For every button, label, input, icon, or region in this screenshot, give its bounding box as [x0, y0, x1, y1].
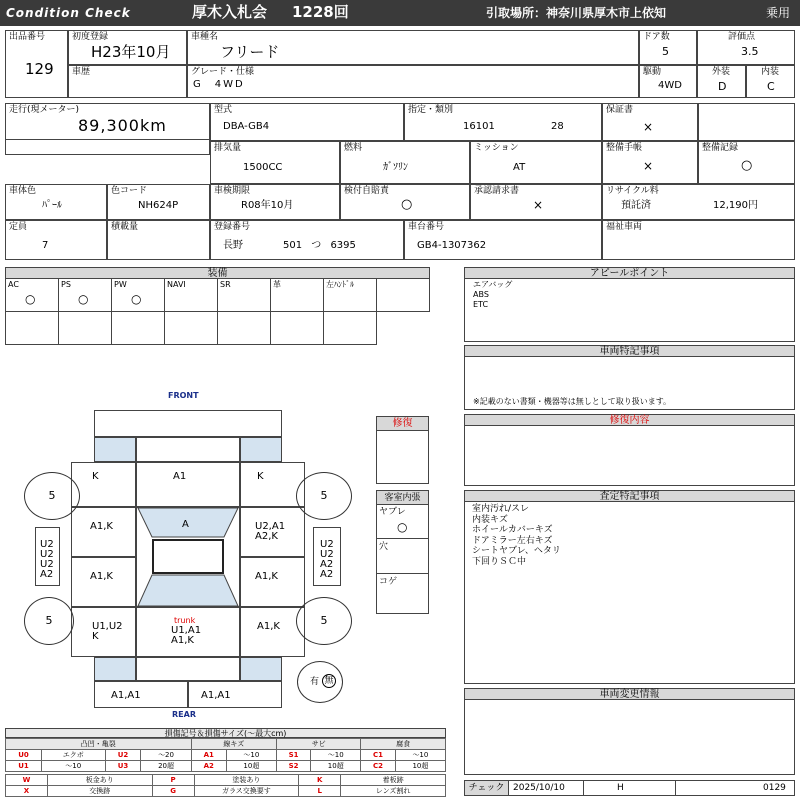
left-side-code: A2 — [40, 569, 54, 580]
mission-label: ミッション — [474, 143, 519, 153]
inspection-note-item: 下回りＳＣ中 — [472, 556, 527, 567]
right-front-door — [240, 507, 305, 557]
legend-desc: 着板跡 — [341, 775, 446, 786]
inspection-notes-title: 査定特記事項 — [464, 490, 795, 502]
left-quarter — [71, 607, 136, 657]
left-side-code: U2 — [40, 549, 54, 560]
warranty-value: × — [643, 120, 654, 134]
interior-box — [376, 490, 429, 614]
front-right-light — [240, 437, 282, 462]
left-rear-door — [71, 557, 136, 607]
inspection-notes-list — [472, 504, 561, 567]
legend-desc: 10超 — [395, 761, 445, 772]
change-info-title: 車両変更情報 — [464, 688, 795, 700]
legend-code: W — [6, 775, 48, 786]
color-value: ﾊﾟｰﾙ — [42, 200, 62, 211]
legend-desc: 10超 — [226, 761, 276, 772]
left-quarter-code-2: K — [92, 631, 99, 642]
legend-code: U1 — [6, 761, 42, 772]
equipment-value: ○ — [131, 292, 142, 306]
model-label: 型式 — [214, 105, 233, 115]
legend-table-2 — [5, 774, 446, 797]
request-value: × — [533, 198, 544, 212]
right-side-codes — [320, 540, 334, 580]
color-code-cell — [107, 184, 210, 220]
interior-grade: C — [767, 80, 775, 93]
hood-code: A1 — [173, 471, 187, 482]
equipment-label: PW — [114, 280, 127, 289]
inspection-note-item: 内装キズ — [472, 514, 508, 525]
change-info-box — [464, 699, 795, 775]
score-label: 評価点 — [728, 32, 756, 42]
legend-desc: エクボ — [41, 750, 105, 761]
interior-item-tear: ヤブレ — [379, 507, 406, 517]
legend-desc: 塗装あり — [194, 775, 299, 786]
equipment-item — [270, 278, 324, 312]
equipment-label: AC — [8, 280, 19, 289]
front-left-fender — [71, 462, 136, 507]
check-divider — [583, 781, 584, 795]
header-bar — [0, 0, 800, 26]
record-value: ○ — [741, 158, 753, 173]
right-quarter — [240, 607, 305, 657]
drive-cell — [639, 65, 697, 98]
interior-divider-1 — [377, 538, 428, 539]
left-side-codes — [40, 540, 54, 580]
color-cell — [5, 184, 107, 220]
equipment-label: NAVI — [167, 280, 186, 289]
legend-code: P — [152, 775, 194, 786]
car-name-label: 車種名 — [191, 32, 219, 42]
drive-label: 駆動 — [643, 67, 662, 77]
legend-group-scratch: 線キズ — [191, 739, 276, 750]
interior-item-hole: 穴 — [379, 542, 389, 552]
right-rear-door-code: A1,K — [255, 571, 278, 582]
warranty-label: 保証書 — [606, 105, 634, 115]
record-label: 整備記録 — [702, 143, 739, 153]
repair-content-title: 修復内容 — [464, 414, 795, 426]
inspection-value: R08年10月 — [241, 200, 294, 211]
history-label: 車歴 — [72, 67, 91, 77]
equipment-label: 左ﾊﾝﾄﾞﾙ — [326, 280, 354, 289]
legend-code: U2 — [105, 750, 141, 761]
equipment-value: ○ — [78, 292, 89, 306]
type-number: 16101 — [463, 121, 495, 132]
front-bumper — [136, 437, 240, 462]
lot-label: 出品番号 — [9, 32, 46, 42]
front-left-fender-code: K — [92, 471, 99, 482]
trunk-code-1: U1,A1 — [171, 625, 202, 636]
class-number: 28 — [551, 121, 564, 132]
legend-desc: 交換跡 — [47, 786, 152, 797]
inspection-note-item: ホイールカバーキズ — [472, 525, 553, 535]
model-cell — [210, 103, 404, 141]
check-divider-2 — [675, 781, 676, 795]
legend-code: G — [152, 786, 194, 797]
displacement-label: 排気量 — [214, 143, 242, 153]
color-code-value: NH624P — [138, 200, 179, 211]
type-label: 指定・類別 — [408, 105, 454, 115]
equipment-label: PS — [61, 280, 71, 289]
repair-content-box — [464, 425, 795, 486]
rear-bumper-left — [94, 681, 188, 708]
rear-right-light — [240, 657, 282, 681]
exterior-label: 外装 — [712, 67, 731, 77]
left-side-panel — [35, 527, 60, 586]
mileage-value: 89,300km — [78, 116, 167, 135]
right-side-code: A2 — [320, 559, 334, 570]
legend-code: A1 — [191, 750, 226, 761]
legend-desc: 〜20 — [141, 750, 191, 761]
fuel-value: ｶﾞｿﾘﾝ — [383, 162, 408, 173]
interior-box-title: 客室内張 — [377, 491, 428, 505]
equipment-item — [217, 278, 271, 312]
mission-value: AT — [513, 162, 526, 173]
auction-name: 厚木入札会 — [192, 3, 268, 21]
equipment-item — [323, 278, 377, 312]
chassis-label: 車台番号 — [408, 222, 445, 232]
load-cell — [107, 220, 210, 260]
interior-tear-mark: ○ — [397, 520, 408, 534]
legend-desc: 20超 — [141, 761, 191, 772]
mission-cell — [470, 141, 602, 184]
chassis-cell — [404, 220, 602, 260]
windshield-code: A — [182, 519, 189, 530]
wheel-rear-left: 5 — [24, 597, 74, 645]
trunk-area — [136, 607, 240, 657]
front-right-fender — [240, 462, 305, 507]
wheel-front-right: 5 — [296, 472, 352, 520]
manual-value: × — [643, 159, 654, 173]
inspection-notes-box — [464, 501, 795, 684]
left-front-door-code: A1,K — [90, 521, 113, 532]
check-date: 2025/10/10 — [513, 783, 565, 793]
insurance-label: 検付自賠責 — [344, 186, 390, 196]
legend-desc: 板金あり — [47, 775, 152, 786]
score-cell — [697, 30, 795, 65]
equipment-label: SR — [220, 280, 231, 289]
load-label: 積載量 — [111, 222, 139, 232]
trunk-label: trunk — [174, 616, 196, 625]
equipment-item — [5, 278, 59, 312]
roof-panel — [153, 540, 223, 573]
mileage-cell — [5, 103, 210, 155]
inspection-note-item: ドアミラー左右キズ — [472, 535, 553, 546]
check-code: H — [617, 783, 624, 793]
rear-bumper-right-code: A1,A1 — [201, 690, 231, 701]
equipment-blank-cell — [270, 311, 324, 345]
equipment-title: 装備 — [5, 267, 430, 279]
car-name-cell — [187, 30, 639, 65]
warranty-blank-cell — [698, 103, 795, 141]
grade-label: グレード・仕様 — [191, 67, 255, 77]
lot-cell — [5, 30, 68, 98]
equipment-blank-cell — [58, 311, 112, 345]
exterior-grade: D — [718, 80, 727, 93]
legend-desc: 〜10 — [226, 750, 276, 761]
legend-code: L — [299, 786, 341, 797]
legend-desc: ガラス交換要す — [194, 786, 299, 797]
repair-box-title: 修復 — [377, 417, 428, 431]
interior-item-burn: コゲ — [379, 577, 398, 587]
right-front-door-code-1: U2,A1 — [255, 521, 286, 532]
welfare-label: 福祉車両 — [606, 222, 643, 232]
equipment-grid — [5, 278, 430, 346]
front-right-fender-code: K — [257, 471, 264, 482]
legend-table — [5, 738, 446, 772]
equipment-blank-cell — [217, 311, 271, 345]
interior-cell — [746, 65, 795, 98]
first-reg-cell — [68, 30, 187, 65]
legend-code: K — [299, 775, 341, 786]
doors-label: ドア数 — [643, 32, 670, 42]
warranty-cell — [602, 103, 698, 141]
wheel-rear-right: 5 — [296, 597, 352, 645]
lot-number: 129 — [25, 60, 54, 78]
rear-left-light — [94, 657, 136, 681]
right-quarter-code: A1,K — [257, 621, 280, 632]
legend-code: C2 — [361, 761, 395, 772]
model-value: DBA-GB4 — [223, 121, 270, 132]
wheel-front-left: 5 — [24, 472, 80, 520]
capacity-label: 定員 — [9, 222, 28, 232]
appeal-title: アピールポイント — [464, 267, 795, 279]
appeal-list — [473, 280, 512, 310]
brand-title: Condition Check — [6, 6, 131, 20]
equipment-tail-cell — [376, 278, 430, 312]
left-quarter-code-1: U1,U2 — [92, 621, 123, 632]
equipment-blank-cell — [323, 311, 377, 345]
equipment-blank-cell — [5, 311, 59, 345]
appeal-item: ETC — [473, 300, 489, 309]
interior-label: 内装 — [761, 67, 780, 77]
equipment-item — [58, 278, 112, 312]
appeal-item: エアバッグ — [473, 280, 513, 289]
doors-value: 5 — [662, 45, 669, 58]
registration-label: 登録番号 — [214, 222, 251, 232]
inspection-note-item: 室内汚れ/スレ — [472, 504, 530, 514]
spare-tire-indicator — [297, 661, 343, 703]
request-cell — [470, 184, 602, 220]
right-rear-door — [240, 557, 305, 607]
legend-desc: 10超 — [311, 761, 361, 772]
mileage-divider — [6, 139, 209, 140]
legend-code: X — [6, 786, 48, 797]
inspection-note-item: シートヤブレ、ヘタリ — [472, 546, 561, 556]
capacity-value: 7 — [42, 240, 49, 251]
first-reg-value: H23年10月 — [91, 43, 171, 61]
record-cell — [698, 141, 795, 184]
manual-label: 整備手帳 — [606, 143, 643, 153]
left-rear-door-code: A1,K — [90, 571, 113, 582]
welfare-cell — [602, 220, 795, 260]
trunk-code-2: A1,K — [171, 635, 194, 646]
pickup-location: 引取場所：神奈川県厚木市上依知 — [486, 6, 667, 20]
legend-group-rust: サビ — [276, 739, 360, 750]
hood — [136, 462, 240, 507]
special-box — [464, 356, 795, 410]
registration-cell — [210, 220, 404, 260]
front-left-light — [94, 437, 136, 462]
left-side-code: U2 — [40, 539, 54, 550]
rear-bumper-left-code: A1,A1 — [111, 690, 141, 701]
equipment-blank-cell — [111, 311, 165, 345]
check-label: チェック — [465, 781, 509, 795]
color-label: 車体色 — [9, 186, 37, 196]
check-number: 0129 — [763, 783, 786, 793]
appeal-box — [464, 278, 795, 342]
right-side-code: U2 — [320, 539, 334, 550]
equipment-blank-cell — [164, 311, 218, 345]
inspection-cell — [210, 184, 340, 220]
grade-value: G 4WD — [193, 79, 245, 90]
legend-code: C1 — [361, 750, 395, 761]
chassis-value: GB4-1307362 — [417, 240, 487, 251]
legend-title: 損傷記号＆損傷サイズ(〜最大cm) — [5, 728, 446, 738]
car-name-value: フリード — [220, 43, 280, 61]
spare-label: 有 — [310, 677, 320, 687]
repair-box — [376, 416, 429, 484]
rear-bumper-right — [188, 681, 282, 708]
recycle-cell — [602, 184, 795, 220]
equipment-item — [111, 278, 165, 312]
special-note: ※記載のない書類・機器等は無しとして取り扱います。 — [473, 397, 672, 406]
rear-window — [138, 575, 238, 606]
right-front-door-code-2: A2,K — [255, 531, 278, 542]
recycle-label: リサイクル料 — [606, 186, 659, 196]
recycle-fee: 12,190円 — [713, 200, 758, 211]
legend-code: U3 — [105, 761, 141, 772]
right-side-code: U2 — [320, 549, 334, 560]
inspection-label: 車検期限 — [214, 186, 251, 196]
rear-gate — [136, 657, 240, 681]
legend-desc: 〜10 — [311, 750, 361, 761]
special-title: 車両特記事項 — [464, 345, 795, 357]
type-cell — [404, 103, 602, 141]
legend-code: S1 — [276, 750, 310, 761]
manual-cell — [602, 141, 698, 184]
score-value: 3.5 — [741, 45, 759, 58]
registration-area: 長野 — [223, 240, 243, 251]
legend-desc: 〜10 — [41, 761, 105, 772]
right-side-code: A2 — [320, 569, 334, 580]
fuel-cell — [340, 141, 470, 184]
interior-divider-2 — [377, 573, 428, 574]
exterior-cell — [697, 65, 746, 98]
equipment-value: ○ — [25, 292, 36, 306]
mileage-label: 走行(現メーター) — [9, 105, 80, 115]
displacement-value: 1500CC — [243, 162, 283, 173]
grade-cell — [187, 65, 639, 98]
insurance-cell — [340, 184, 470, 220]
rear-label: REAR — [172, 710, 196, 719]
request-label: 承認請求書 — [474, 186, 520, 196]
left-front-door — [71, 507, 136, 557]
insurance-value: ○ — [401, 197, 413, 212]
equipment-label: 革 — [273, 280, 281, 289]
registration-number: 501 つ 6395 — [283, 240, 356, 251]
front-top-strip — [94, 410, 282, 437]
right-side-panel — [313, 527, 341, 586]
displacement-cell — [210, 141, 340, 184]
capacity-cell — [5, 220, 107, 260]
equipment-item — [164, 278, 218, 312]
doors-cell — [639, 30, 697, 65]
legend-code: U0 — [6, 750, 42, 761]
recycle-status: 預託済 — [621, 200, 651, 211]
spare-mark: 無 — [322, 674, 336, 688]
left-side-code: U2 — [40, 559, 54, 570]
vehicle-category: 乗用 — [766, 6, 791, 20]
legend-desc: レンズ割れ — [341, 786, 446, 797]
legend-group-dent: 凸凹・亀裂 — [6, 739, 192, 750]
first-reg-label: 初度登録 — [72, 32, 109, 42]
legend-code: S2 — [276, 761, 310, 772]
appeal-item: ABS — [473, 290, 489, 299]
legend-group-corrosion: 腐食 — [361, 739, 446, 750]
drive-value: 4WD — [658, 80, 682, 91]
fuel-label: 燃料 — [344, 143, 363, 153]
auction-round: 1228回 — [292, 3, 349, 21]
check-row — [464, 780, 795, 796]
legend-code: A2 — [191, 761, 226, 772]
legend-desc: 〜10 — [395, 750, 445, 761]
history-cell — [68, 65, 187, 98]
color-code-label: 色コード — [111, 186, 148, 196]
front-label: FRONT — [168, 391, 199, 400]
